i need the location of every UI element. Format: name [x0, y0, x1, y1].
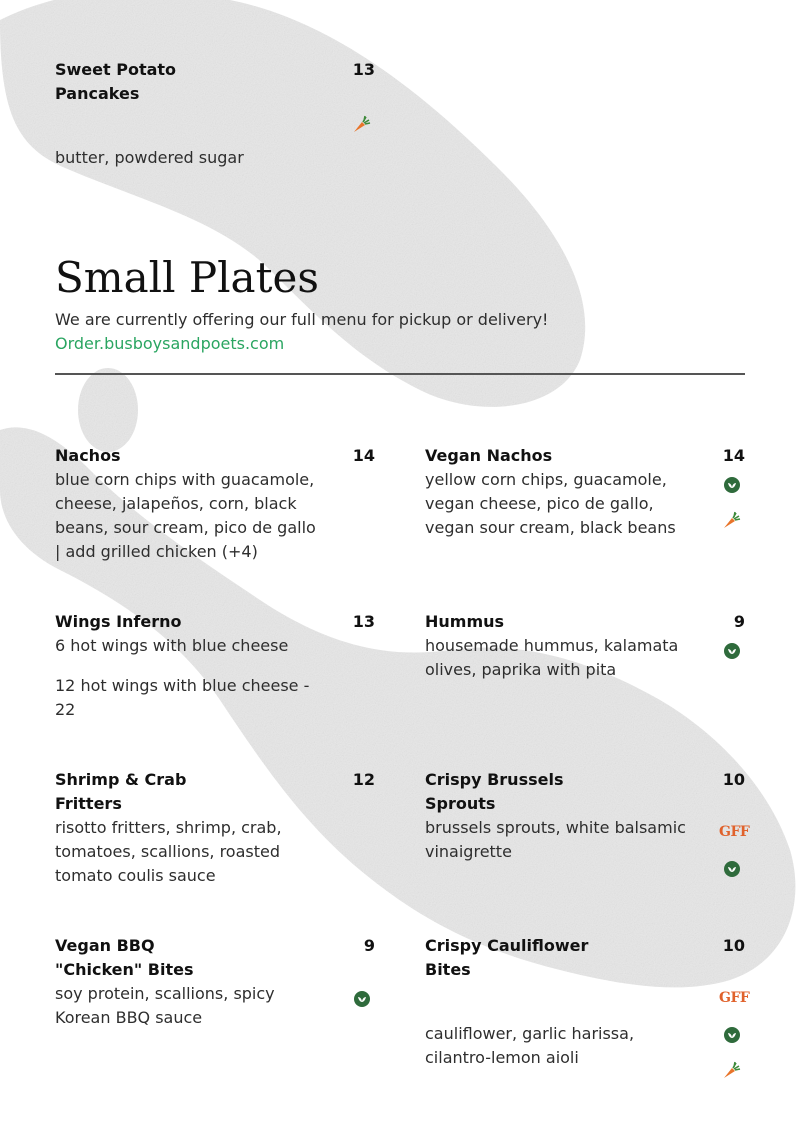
menu-item-shrimp-crab-fritters — [55, 768, 375, 888]
item-name: Vegan BBQ "Chicken" Bites — [55, 936, 194, 979]
item-name: Sweet Potato Pancakes — [55, 60, 177, 103]
item-description: housemade hummus, kalamata olives, paprika with pita — [425, 636, 679, 679]
vegan-leaf-icon — [723, 1026, 743, 1046]
vegan-leaf-icon — [353, 990, 373, 1010]
item-price: 14 — [352, 446, 375, 465]
item-name: Shrimp & Crab Fritters — [55, 770, 187, 813]
menu-item-vegan-nachos — [425, 444, 745, 544]
menu-item-crispy-brussels-sprouts — [425, 768, 750, 888]
menu-item-hummus — [425, 610, 745, 690]
menu-item-sweet-potato-pancakes — [55, 58, 375, 178]
delivery-notice: We are currently offering our full menu for pickup or delivery! — [55, 310, 549, 329]
item-description: blue corn chips with guacamole, cheese, jalapeños, corn, black beans, sour cream, pico de gallo | add grilled chicken (+4) — [55, 470, 316, 561]
item-price: 13 — [352, 612, 375, 631]
section-title: Small Plates — [55, 253, 319, 302]
item-name: Wings Inferno — [55, 612, 182, 631]
section-divider — [55, 373, 745, 375]
carrot-icon — [721, 510, 741, 530]
menu-item-vegan-bbq-chicken-bites — [55, 934, 375, 1034]
item-description-extra: 12 hot wings with blue cheese - 22 — [55, 676, 310, 719]
item-description: 6 hot wings with blue cheese — [55, 636, 289, 655]
item-description: soy protein, scallions, spicy Korean BBQ sauce — [55, 984, 275, 1027]
item-price: 13 — [352, 60, 375, 79]
item-description: yellow corn chips, guacamole, vegan cheese, pico de gallo, vegan sour cream, black beans — [425, 470, 676, 537]
vegan-leaf-icon — [723, 860, 743, 880]
item-price: 10 — [722, 936, 745, 955]
menu-item-wings-inferno — [55, 610, 375, 720]
item-description: cauliflower, garlic harissa, cilantro-lemon aioli — [425, 1024, 635, 1067]
item-description: butter, powdered sugar — [55, 148, 244, 167]
item-name: Hummus — [425, 612, 505, 631]
menu-item-nachos — [55, 444, 375, 564]
item-price: 10 — [722, 770, 745, 789]
item-name: Crispy Cauliflower Bites — [425, 936, 589, 979]
item-name: Nachos — [55, 446, 121, 465]
item-name: Vegan Nachos — [425, 446, 553, 465]
order-link[interactable]: Order.busboysandpoets.com — [55, 334, 285, 353]
item-price: 14 — [722, 446, 745, 465]
carrot-icon — [351, 114, 371, 134]
item-price: 9 — [363, 936, 375, 955]
carrot-icon — [721, 1060, 741, 1080]
vegan-leaf-icon — [723, 642, 743, 662]
vegan-leaf-icon — [723, 476, 743, 496]
item-price: 12 — [352, 770, 375, 789]
item-price: 9 — [733, 612, 745, 631]
item-description: brussels sprouts, white balsamic vinaigrette — [425, 818, 686, 861]
item-description: risotto fritters, shrimp, crab, tomatoes, scallions, roasted tomato coulis sauce — [55, 818, 282, 885]
item-name: Crispy Brussels Sprouts — [425, 770, 564, 813]
menu-item-crispy-cauliflower-bites — [425, 934, 750, 1094]
gff-badge: GFF — [719, 990, 750, 1006]
gff-badge: GFF — [719, 824, 750, 840]
